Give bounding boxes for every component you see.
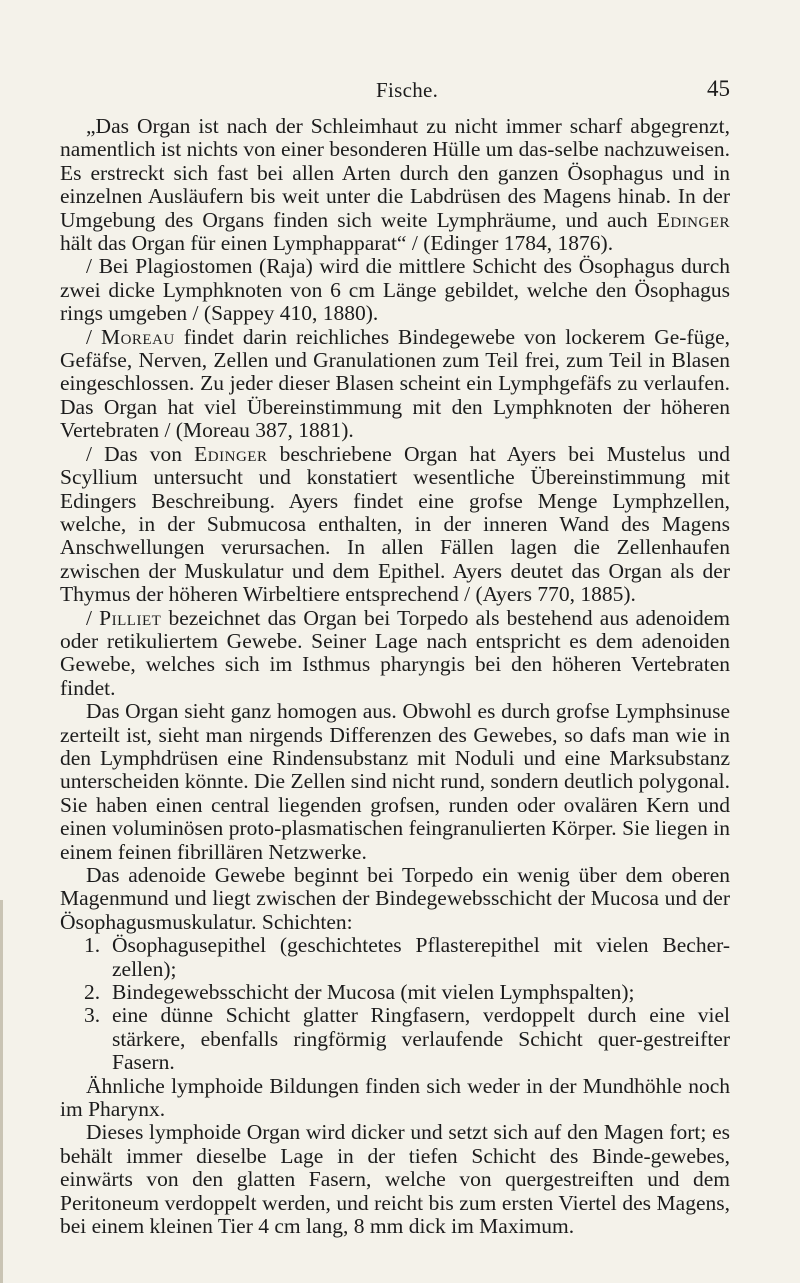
paragraph-7: Das adenoide Gewebe beginnt bei Torpedo ein wenig über dem oberen Magenmund und liegt zwischen der Bindegewebsschicht der Mucosa und der Ösophagusmuskulatur. Schichten: xyxy=(60,863,730,934)
list-item: 3. eine dünne Schicht glatter Ringfasern, verdoppelt durch eine viel stärkere, ebenfalls ringförmig verlaufende Schicht quer-gestreifter Fasern. xyxy=(84,1003,730,1075)
page-number: 45 xyxy=(707,76,730,101)
running-head: Fische. xyxy=(376,78,439,102)
paragraph-6: Das Organ sieht ganz homogen aus. Obwohl es durch grofse Lymphsinuse zerteilt ist, sieht man nirgends Differenzen des Gewebes, so dafs man wie in den Lymphdrüsen eine Rindensubstanz mit Noduli und eine Marksubstanz unterscheiden könnte. Die Zellen sind nicht rund, sondern deutlich polygonal. Sie haben einen central liegenden grofsen, runden oder ovalären Kern und einen voluminösen proto-plasmatischen feingranulierten Körper. Sie liegen in einem feinen fibrillären Netzwerke. xyxy=(60,699,730,864)
list-item: 2. Bindegewebsschicht der Mucosa (mit vielen Lymphspalten); xyxy=(84,980,635,1005)
page-edge-shadow xyxy=(0,900,3,1283)
paragraph-5: / Pilliet bezeichnet das Organ bei Torpedo als bestehend aus adenoidem oder retikuliertem Gewebe. Seiner Lage nach entspricht es dem adenoiden Gewebe, welches sich im Isthmus pharyngis bei den höheren Vertebraten findet. xyxy=(60,605,730,700)
list-item: 1. Ösophagusepithel (geschichtetes Pflasterepithel mit vielen Becher-zellen); xyxy=(84,933,730,981)
paragraph-1: „Das Organ ist nach der Schleimhaut zu nicht immer scharf abgegrenzt, namentlich ist nichts von einer besonderen Hülle um das-selbe nachzuweisen. Es erstreckt sich fast bei allen Arten durch den ganzen Ösophagus und in einzelnen Ausläufern bis weit unter die Labdrüsen des Magens hinab. In der Umgebung des Organs finden sich weite Lymphräume, und auch Edinger hält das Organ für einen Lymphapparat“ / (Edinger 1784, 1876). xyxy=(60,114,730,256)
paragraph-8: Ähnliche lymphoide Bildungen finden sich weder in der Mundhöhle noch im Pharynx. xyxy=(60,1073,730,1122)
paragraph-9: Dieses lymphoide Organ wird dicker und setzt sich auf den Magen fort; es behält immer dieselbe Lage in der tiefen Schicht des Binde-gewebes, einwärts von den glatten Fasern, welche von quergestreiften und dem Peritoneum verdoppelt werden, und reicht bis zum ersten Viertel des Magens, bei einem kleinen Tier 4 cm lang, 8 mm dick im Maximum. xyxy=(60,1120,730,1239)
body-text xyxy=(60,115,730,1239)
page-header xyxy=(60,76,730,106)
paragraph-4: / Das von Edinger beschriebene Organ hat Ayers bei Mustelus und Scyllium untersucht und konstatiert wesentliche Übereinstimmung mit Edingers Beschreibung. Ayers findet eine grofse Menge Lymphzellen, welche, in der Submucosa enthalten, in der inneren Wand des Magens Anschwellungen verursachen. In allen Fällen lagen die Zellenhaufen zwischen der Muskulatur und dem Epithel. Ayers deutet das Organ als der Thymus der höheren Wirbeltiere entsprechend / (Ayers 770, 1885). xyxy=(60,441,730,607)
paragraph-3: / Moreau findet darin reichliches Bindegewebe von lockerem Ge-füge, Gefäfse, Nerven, Zellen und Granulationen zum Teil frei, zum Teil in Blasen eingeschlossen. Zu jeder dieser Blasen scheint ein Lymphgefäfs zu verlaufen. Das Organ hat viel Übereinstimmung mit den Lymphknoten der höheren Vertebraten / (Moreau 387, 1881). xyxy=(60,324,730,443)
paragraph-2: / Bei Plagiostomen (Raja) wird die mittlere Schicht des Ösophagus durch zwei dicke Lymphknoten von 6 cm Länge gebildet, welche den Ösophagus rings umgeben / (Sappey 410, 1880). xyxy=(60,254,730,326)
layer-list xyxy=(60,934,730,1074)
